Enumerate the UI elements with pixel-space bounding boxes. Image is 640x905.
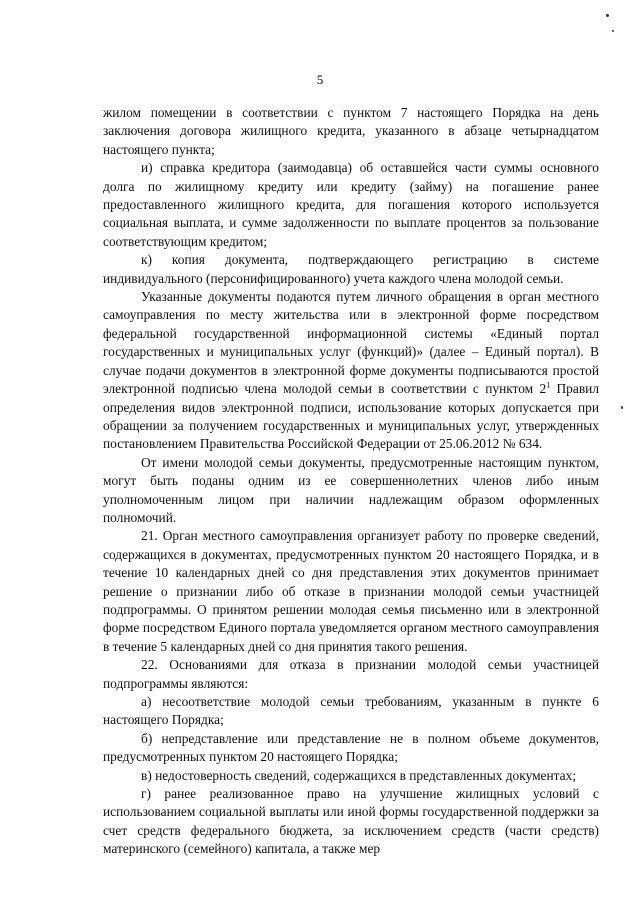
scan-speck bbox=[606, 14, 609, 17]
paragraph-22: 22. Основаниями для отказа в признании молодой семьи участницей подпрограммы являются: bbox=[103, 657, 599, 691]
paragraph-22-b: б) непредставление или представление не в полном объеме документов, предусмотренных пунктом 20 настоящего Порядка; bbox=[103, 730, 599, 765]
paragraph-submission bbox=[103, 288, 599, 454]
paragraph-continuation: жилом помещении в соответствии с пунктом 7 настоящего Порядка на день заключения договора жилищного кредита, указанного в абзаце четырнадцатом настоящего пункта; bbox=[103, 105, 599, 157]
paragraph-family-representative: От имени молодой семьи документы, предусмотренные настоящим пунктом, могут быть поданы одним из ее совершеннолетних членов либо иным уполномоченным лицом при наличии надлежащим образом оформленных полномочий. bbox=[103, 454, 599, 525]
scan-speck bbox=[612, 30, 614, 32]
paragraph-22-a: а) несоответствие молодой семьи требованиям, указанным в пункте 6 настоящего Порядка; bbox=[103, 694, 599, 728]
paragraph-21: 21. Орган местного самоуправления организует работу по проверке сведений, содержащихся в документах, предусмотренных пунктом 20 настоящего Порядка, и в течение 10 календарных дней со дня представления этих документов принимает решение о признании либо об отказе в признании молодой семьи участницей подпрограммы. О принятом решении молодая семья письменно или в электронной форме посредством Единого портала уведомляется органом местного самоуправления в течение 5 календарных дней со дня принятия такого решения. bbox=[103, 528, 599, 654]
paragraph-item-k: к) копия документа, подтверждающего регистрацию в системе индивидуального (персонифицированного) учета каждого члена молодой семьи. bbox=[103, 252, 599, 286]
scan-speck bbox=[621, 406, 623, 409]
paragraph-submission-text-cont: Правил определения видов электронной подписи, использование которых допускается при обращении за получением государственных и муниципальных услуг, утвержденных постановлением Правительства Российской Федерации от 25.06.2012 № 634. bbox=[103, 381, 599, 452]
page-number: 5 bbox=[316, 72, 324, 87]
paragraph-22-v: в) недостоверность сведений, содержащихся в представленных документах; bbox=[141, 767, 577, 783]
footnote-superscript: 1 bbox=[546, 380, 551, 390]
paragraph-item-i: и) справка кредитора (заимодавца) об оставшейся части суммы основного долга по жилищному кредиту или кредиту (займу) на погашение ранее предоставленного жилищного кредита, для погашения которого используется социальная выплата, и сумме задолженности по выплате процентов за пользование соответствующим кредитом; bbox=[103, 160, 599, 249]
paragraph-22-g: г) ранее реализованное право на улучшение жилищных условий с использованием социальной выплаты или иной формы государственной поддержки за счет средств федерального бюджета, за исключением средств (части средств) материнского (семейного) капитала, а также мер bbox=[103, 786, 599, 857]
paragraph-submission-text: Указанные документы подаются путем личного обращения в орган местного самоуправления по месту жительства или в электронной форме посредством федеральной государственной информационной системы «Единый портал государственных и муниципальных услуг (функций)» (далее – Единый портал). В случае подачи документов в электронной форме документы подписываются простой электронной подписью члена молодой семьи в соответствии с пунктом 2 bbox=[103, 289, 599, 397]
document-body bbox=[103, 104, 599, 859]
